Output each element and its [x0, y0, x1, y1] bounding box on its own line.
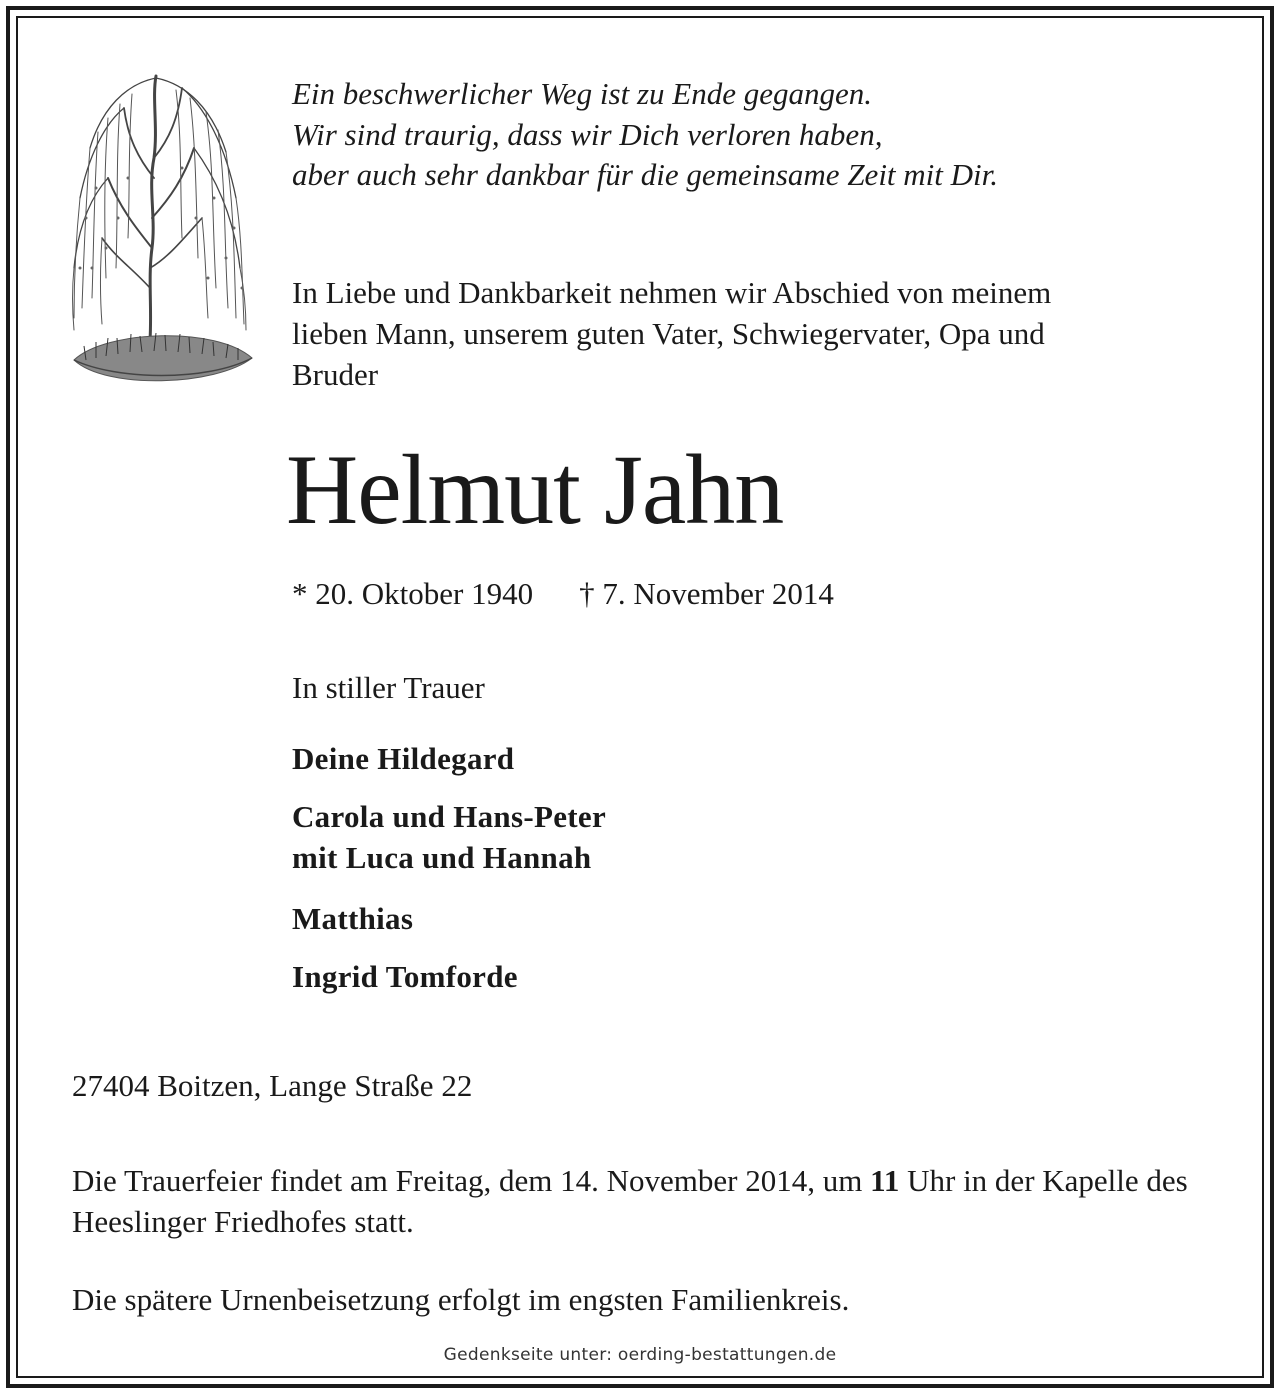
birth-date: * 20. Oktober 1940 [292, 576, 534, 611]
burial-notice: Die spätere Urnenbeisetzung erfolgt im engsten Familienkreis. [72, 1282, 850, 1317]
farewell-intro: In Liebe und Dankbarkeit nehmen wir Abschied von meinem lieben Mann, unserem guten Vater, Schwiegervater, Opa und Bruder [292, 275, 1052, 392]
memorial-quote: Ein beschwerlicher Weg ist zu Ende gegangen. Wir sind traurig, dass wir Dich verloren haben, aber auch sehr dankbar für die gemeinsame Zeit mit Dir. [292, 76, 999, 192]
ceremony-text-end: Uhr in der Kapelle des Heeslinger Friedhofes statt. [72, 1163, 1188, 1239]
mourning-phrase: In stiller Trauer [292, 670, 485, 705]
memorial-page-link[interactable]: Gedenkseite unter: oerding-bestattungen.de [443, 1345, 837, 1365]
deceased-name: Helmut Jahn [286, 434, 784, 545]
death-date: † 7. November 2014 [579, 576, 834, 611]
ceremony-notice [72, 1160, 1232, 1242]
mourner-entry: Carola und Hans-Peter mit Luca und Hannah [292, 799, 606, 875]
life-dates [292, 574, 834, 614]
family-address: 27404 Boitzen, Lange Straße 22 [72, 1068, 473, 1103]
mourner-entry: Matthias [292, 901, 414, 936]
ceremony-hour: 11 [870, 1163, 900, 1198]
mourner-entry: Deine Hildegard [292, 741, 515, 776]
mourner-entry: Ingrid Tomforde [292, 959, 518, 994]
weeping-willow-icon [66, 68, 258, 406]
ceremony-text-start: Die Trauerfeier findet am Freitag, dem 14. November 2014, um [72, 1163, 871, 1198]
